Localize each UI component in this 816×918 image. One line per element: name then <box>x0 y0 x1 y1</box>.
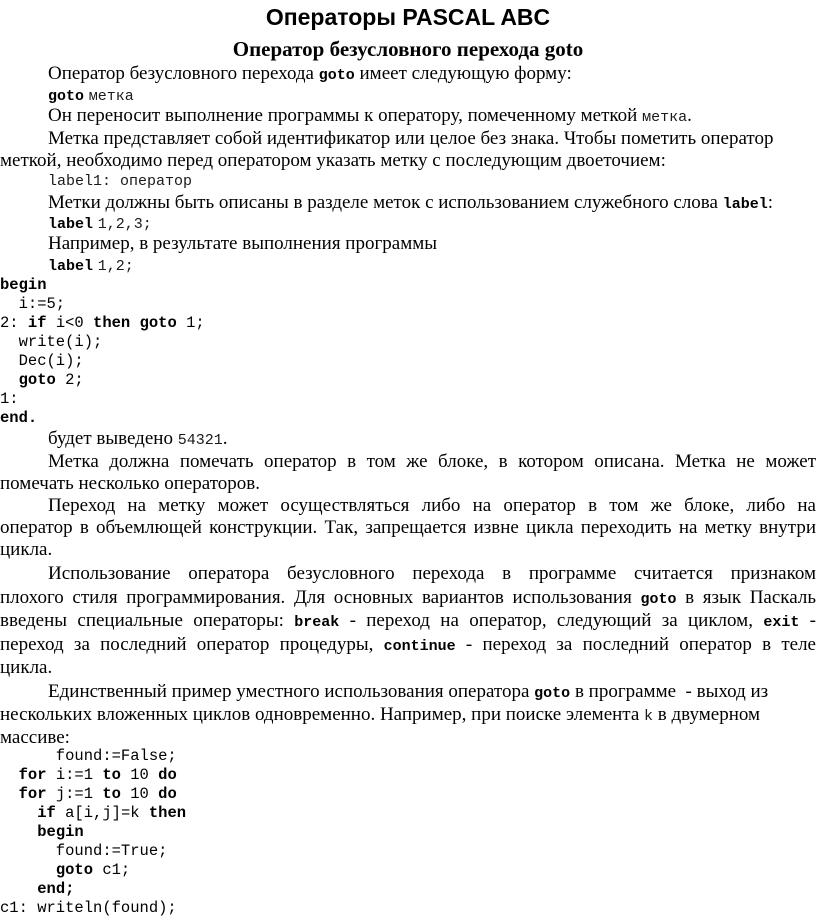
paragraph-line: массиве: <box>0 727 70 748</box>
code-block: found:=False; for i:=1 to 10 do for j:=1 to 10 do if a[i,j]=k then begin found:=True; goto c1; end; c1: writeln(found); <box>0 747 187 917</box>
paragraph-line: Метка представляет собой идентификатор или целое без знака. Чтобы пометить оператор <box>48 128 774 149</box>
paragraph-line: оператор в объемлющей конструкции. Так, запрещается извне цикла переходить на метку внутри <box>0 517 816 538</box>
code-label-decl: label 1,2,3; <box>48 216 152 233</box>
code-label-decl: label 1,2; <box>48 258 134 275</box>
paragraph-line: Переход на метку может осуществляться либо на оператор в том же блоке, либо на <box>48 495 816 516</box>
paragraph: Оператор безусловного перехода goto имеет следующую форму: <box>48 63 572 84</box>
paragraph-line: Метка должна помечать оператор в том же блоке, в котором описана. Метка не может <box>48 451 816 472</box>
paragraph-line: Единственный пример уместного использования оператора goto в программе - выход из <box>48 681 769 702</box>
paragraph-line: нескольких вложенных циклов одновременно. Например, при поиске элемента k в двумерном <box>0 704 761 725</box>
paragraph-line: помечать несколько операторов. <box>0 473 261 494</box>
code-block: begin i:=5; 2: if i<0 then goto 1; write(i); Dec(i); goto 2; 1: end. <box>0 276 205 427</box>
page-title: Операторы PASCAL ABC <box>265 4 551 30</box>
paragraph-line: Использование оператора безусловного перехода в программе считается признаком <box>48 563 816 584</box>
paragraph-line: плохого стиля программирования. Для основных вариантов использования goto в язык Паскаль <box>0 587 816 608</box>
paragraph: Например, в результате выполнения программы <box>48 233 438 254</box>
syntax-line: goto метка <box>48 88 134 105</box>
paragraph-line: цикла. <box>0 539 53 560</box>
paragraph: Метки должны быть описаны в разделе меток с использованием служебного слова label: <box>48 192 774 213</box>
paragraph-line: меткой, необходимо перед оператором указать метку с последующим двоеточием: <box>0 150 666 171</box>
paragraph: Он переносит выполнение программы к оператору, помеченному меткой метка. <box>48 105 692 126</box>
paragraph: будет выведено 54321. <box>48 428 228 449</box>
section-title: Оператор безусловного перехода goto <box>232 37 584 61</box>
paragraph-line: переход за последний оператор процедуры, continue - переход за последний оператор в теле <box>0 634 816 655</box>
code-example: label1: оператор <box>48 173 193 190</box>
paragraph-line: цикла. <box>0 657 53 678</box>
paragraph-line: введены специальные операторы: break - переход на оператор, следующий за циклом, exit - <box>0 610 816 631</box>
